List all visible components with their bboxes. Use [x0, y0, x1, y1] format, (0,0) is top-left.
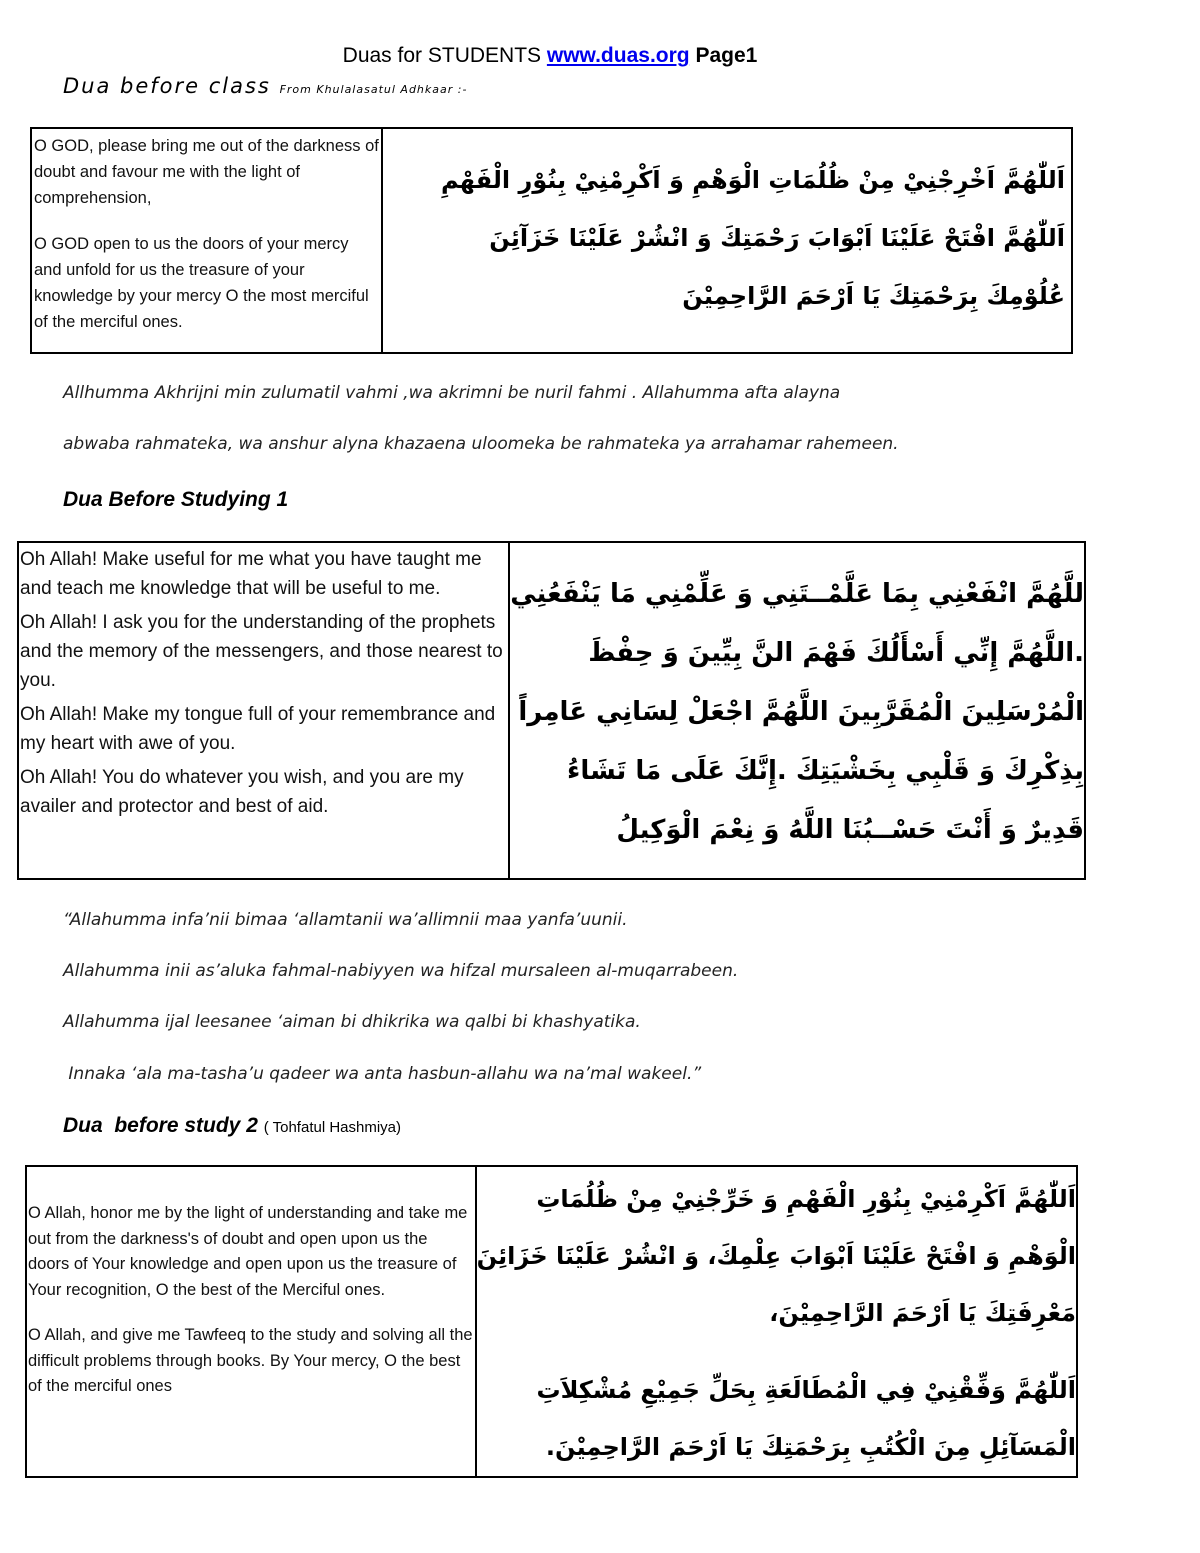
section2-table: [17, 541, 1086, 880]
section1-source: From Khulalasatul Adhkaar :-: [279, 83, 468, 96]
section2-arabic-3: الْمُرْسَلِينَ الْمُقَرَّبِينَ اللَّهُمَّ اجْعَلْ لِسَانِي عَامِراً: [518, 697, 1084, 727]
section3-english-1: O Allah, honor me by the light of understanding and take me out from the darkness's of doubt and open upon us the doors of Your knowledge and open upon us the treasure of Your recognition, O the best of the Merciful ones.: [28, 1204, 468, 1299]
title-prefix: Duas for STUDENTS: [342, 44, 542, 67]
section3-arabic-2: الْوَهْمِ وَ افْتَحْ عَلَيْنَا اَبْوَابَ عِلْمِكَ، وَ انْشُرْ عَلَيْنَا خَزَائِنَ: [476, 1242, 1076, 1270]
section2-heading: Dua Before Studying 1: [63, 488, 289, 511]
section2-arabic-5: قَدِيرٌ وَ أَنْتَ حَسْــبُنَا اللَّهُ وَ نِعْمَ الْوَكِيلُ: [616, 815, 1084, 845]
section3-arabic-1: اَللّٰهُمَّ اَكْرِمْنِيْ بِنُوْرِ الْفَهْمِ وَ خَرِّجْنِيْ مِنْ ظُلُمَاتِ: [536, 1185, 1076, 1213]
section2-english-1: Oh Allah! Make useful for me what you have taught me and teach me knowledge that will be useful to me.: [20, 549, 482, 599]
section1-english-2: O GOD open to us the doors of your mercy and unfold for us the treasure of your knowledge by your mercy O the most merciful of the merciful ones.: [34, 235, 369, 331]
section2-english-3: Oh Allah! Make my tongue full of your remembrance and my heart with awe of you.: [20, 704, 496, 754]
section2-english-2: Oh Allah! I ask you for the understanding of the prophets and the memory of the messengers, and those nearest to you.: [20, 612, 503, 691]
section1-title: Dua before class: [63, 74, 271, 98]
section1-arabic-1: اَللّٰهُمَّ اَخْرِجْنِيْ مِنْ ظُلُمَاتِ الْوَهْمِ وَ اَكْرِمْنِيْ بِنُوْرِ الْفَهْمِ: [440, 166, 1065, 194]
section2-translit-1: “Allahumma infa’nii bimaa ‘allamtanii wa’allimnii maa yanfa’uunii.: [63, 910, 628, 930]
section2-translit-3: Allahumma ijal leesanee ‘aiman bi dhikrika wa qalbi bi khashyatika.: [63, 1012, 641, 1032]
section3-arabic-cell: [476, 1166, 1077, 1477]
section1-arabic-2: اَللّٰهُمَّ افْتَحْ عَلَيْنَا اَبْوَابَ رَحْمَتِكَ وَ انْشُرْ عَلَيْنَا خَزَآئِنَ: [489, 224, 1065, 252]
section3-english-cell: [26, 1166, 476, 1477]
section2-translit-2: Allahumma inii as’aluka fahmal-nabiyyen wa hifzal mursaleen al-muqarrabeen.: [63, 961, 739, 981]
section3-title: Dua before study 2: [63, 1114, 258, 1137]
section3-table: [25, 1165, 1078, 1478]
section3-source: ( Tohfatul Hashmiya): [263, 1119, 402, 1136]
section1-heading: [63, 74, 467, 98]
section3-arabic-4: اَللّٰهُمَّ وَفِّقْنِيْ فِي الْمُطَالَعَةِ بِحَلِّ جَمِيْعِ مُشْكِلاَتِ: [536, 1376, 1076, 1404]
section2-english-cell: [18, 542, 509, 879]
section2-arabic-2: .اللَّهُمَّ إِنِّي أَسْأَلُكَ فَهْمَ النَّ بِيِّينَ وَ حِفْظَ: [588, 638, 1084, 668]
section3-english-2: O Allah, and give me Tawfeeq to the study and solving all the difficult problems through books. By Your mercy, O the best of the merciful ones: [28, 1326, 473, 1395]
section1-translit-1: Allhumma Akhrijni min zulumatil vahmi ,wa akrimni be nuril fahmi . Allahumma afta alayna: [63, 383, 841, 403]
duas-link[interactable]: www.duas.org: [546, 44, 690, 67]
page-title: [0, 44, 1100, 68]
section1-table: [30, 127, 1073, 354]
section2-arabic-cell: [509, 542, 1085, 879]
section1-english-1: O GOD, please bring me out of the darkness of doubt and favour me with the light of comprehension,: [34, 137, 379, 207]
section1-arabic-cell: [382, 128, 1072, 353]
section2-english-4: Oh Allah! You do whatever you wish, and you are my availer and protector and best of aid.: [20, 767, 464, 817]
section2-translit-4: Innaka ‘ala ma-tasha’u qadeer wa anta hasbun-allahu wa na’mal wakeel.”: [63, 1064, 702, 1084]
section2-arabic-1: للَّهُمَّ انْفَعْنِي بِمَا عَلَّمْــتَنِي وَ عَلِّمْنِي مَا يَنْفَعُنِي: [510, 579, 1084, 609]
section3-heading: [63, 1114, 401, 1138]
section3-arabic-5: الْمَسَآئِلِ مِنَ الْكُتُبِ بِرَحْمَتِكَ يَا اَرْحَمَ الرَّاحِمِيْنَ.: [545, 1433, 1076, 1461]
page-number: Page1: [695, 44, 758, 67]
section1-english-cell: [31, 128, 382, 353]
section1-arabic-3: عُلُوْمِكَ بِرَحْمَتِكَ يَا اَرْحَمَ الرَّاحِمِيْنَ: [682, 282, 1065, 310]
section2-arabic-4: بِذِكْرِكَ وَ قَلْبِي بِخَشْيَتِكَ .إِنَّكَ عَلَى مَا تَشَاءُ: [567, 756, 1084, 786]
section1-translit-2: abwaba rahmateka, wa anshur alyna khazaena uloomeka be rahmateka ya arrahamar rahemeen.: [63, 434, 899, 454]
section3-arabic-3: مَعْرِفَتِكَ يَا اَرْحَمَ الرَّاحِمِيْنَ،: [769, 1299, 1076, 1327]
